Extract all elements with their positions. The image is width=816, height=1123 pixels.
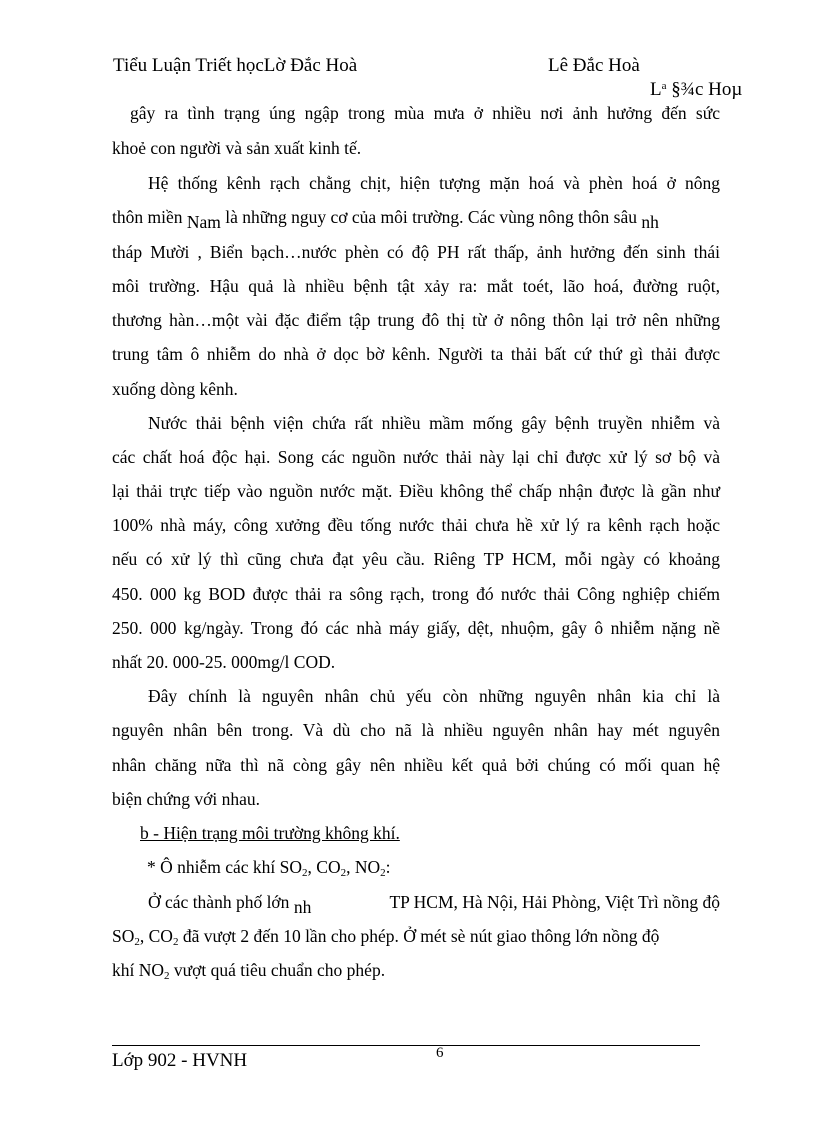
header-left: Tiểu Luận Triết họcLờ Đắc Hoà	[113, 55, 358, 76]
section-heading: b - Hiện trạng môi trường không khí.	[140, 823, 400, 843]
p4-line-3: nhân chăng nữa thì nã còng gây nên nhiều kết quả bởi chúng có mối quan hệ	[112, 755, 720, 775]
p5-line-1: Ở các thành phố lớn nh TP HCM, Hà Nội, Hải Phòng, Việt Trì nồng độ	[148, 892, 720, 917]
p1-line-2: khoẻ con người và sản xuất kinh tế.	[112, 138, 362, 158]
p3-line-8: nhất 20. 000-25. 000mg/l COD.	[112, 652, 336, 672]
footer-divider	[112, 1045, 700, 1046]
p3-line-1: Nước thải bệnh viện chứa rất nhiều mầm mống gây bệnh truyền nhiễm và	[148, 413, 720, 433]
footer-left: Lớp 902 - HVNH	[112, 1050, 248, 1071]
p3-line-7: 250. 000 kg/ngày. Trong đó các nhà máy giấy, dệt, nhuộm, gây ô nhiễm nặng nề	[112, 618, 720, 638]
p2-line-4: môi trường. Hậu quả là nhiều bệnh tật xảy ra: mắt toét, lão hoá, đường ruột,	[112, 276, 720, 296]
p5-line-3: khí $NO_2$ vượt quá tiêu chuẩn cho phép.	[112, 960, 386, 982]
p4-line-2: nguyên nhân bên trong. Và dù cho nã là nhiều nguyên nhân hay mét nguyên	[112, 720, 720, 740]
p3-line-3: lại thải trực tiếp vào nguồn nước mặt. Điều không thể chấp nhận được là gần như	[112, 481, 720, 501]
p3-line-2: các chất hoá độc hại. Song các nguồn nước thải này lại chỉ được xử lý sơ bộ và	[112, 447, 720, 467]
p2-line-2: thôn miền Nam là những nguy cơ của môi trường. Các vùng nông thôn sâu nh	[112, 207, 659, 232]
p3-line-6: 450. 000 kg BOD được thải ra sông rạch, trong đó nước thải Công nghiệp chiếm	[112, 584, 720, 604]
bullet-line: * Ô nhiễm các khí $SO_2$, $CO_2$, $NO_2$:	[147, 857, 391, 879]
p4-line-1: Đây chính là nguyên nhân chủ yếu còn những nguyên nhân kia chỉ là	[148, 686, 720, 706]
p5-line-2: $SO_2$, $CO_2$ đã vượt 2 đến 10 lần cho phép. Ở mét sè nút giao thông lớn nồng độ	[112, 926, 660, 948]
p3-line-5: nếu có xử lý thì cũng chưa đạt yêu cầu. Riêng TP HCM, mỗi ngày có khoảng	[112, 549, 720, 569]
p2-line-5: thương hàn…một vài đặc điểm tập trung đô thị từ ở nông thôn lại trở nên những	[112, 310, 720, 330]
p4-line-4: biện chứng với nhau.	[112, 789, 261, 809]
p2-line-7: xuống dòng kênh.	[112, 379, 238, 399]
p2-line-1: Hệ thống kênh rạch chằng chịt, hiện tượng mặn hoá và phèn hoá ở nông	[148, 173, 720, 193]
p2-line-6: trung tâm ô nhiễm do nhà ở dọc bờ kênh. Người ta thải bất cứ thứ gì thải được	[112, 344, 720, 364]
header-right: Lê Đắc Hoà	[548, 55, 640, 76]
header-garbled-name: $L^a$ §¾c Hoµ	[650, 79, 743, 100]
p2-line-3: tháp Mười , Biển bạch…nước phèn có độ PH rất thấp, ảnh hưởng đến sinh thái	[112, 242, 720, 262]
p1-line-1: gây ra tình trạng úng ngập trong mùa mưa ở nhiều nơi ảnh hưởng đến sức	[130, 103, 720, 123]
p3-line-4: 100% nhà máy, công xưởng đều tống nước thải chưa hề xử lý ra kênh rạch hoặc	[112, 515, 720, 535]
page-number: 6	[436, 1045, 444, 1061]
